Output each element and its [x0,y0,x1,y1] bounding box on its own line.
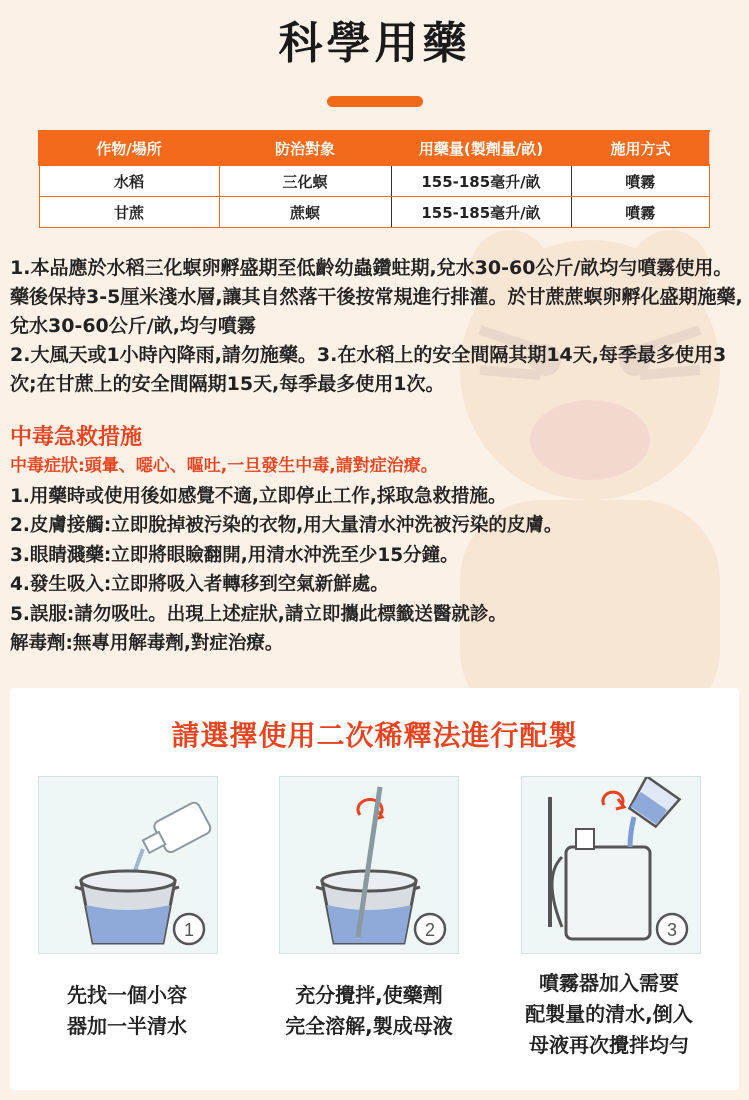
header-target: 防治對象 [219,131,391,165]
caption-line: 完全溶解,製成母液 [285,1014,453,1038]
poisoning-symptoms: 中毒症狀:頭暈、噁心、嘔吐,一旦發生中毒,請對症治療。 [10,456,438,476]
title-underline [327,96,423,107]
caption-line: 配製量的清水,倒入 [525,1002,693,1026]
header-crop: 作物/場所 [39,131,219,165]
cell-method: 噴霧 [571,165,710,197]
first-aid-item: 2.皮膚接觸:立即脫掉被污染的衣物,用大量清水沖洗被污染的皮膚。 [10,515,563,536]
dilution-card [10,688,739,1090]
bucket-stir-icon [280,777,458,953]
dosage-table [38,130,710,228]
dilution-title: 請選擇使用二次稀釋法進行配製 [171,719,578,752]
instruction-paragraph: 1.本品應於水稻三化螟卵孵盛期至低齡幼蟲鑽蛀期,兌水30-60公斤/畝均勻噴霧使用。藥後保持3-5厘米淺水層,讓其自然落干後按常規進行排灌。於甘蔗蔗螟卵孵化盛期施藥,兌水30-60公斤/畝,均勻噴霧 [10,257,743,337]
first-aid-list [10,452,745,659]
table-row [39,165,710,197]
cell-target: 三化螟 [219,165,391,197]
step-1-illustration [38,776,218,954]
usage-instructions [10,254,745,399]
first-aid-title: 中毒急救措施 [10,425,143,450]
caption-line: 先找一個小容 [67,983,187,1007]
caption-line: 充分攪拌,使藥劑 [295,983,443,1007]
bucket-pour-icon [39,777,217,953]
step-1-caption [22,980,232,1042]
cell-dosage: 155-185毫升/畝 [391,165,571,197]
antidote-note: 解毒劑:無專用解毒劑,對症治療。 [10,633,284,654]
table-header-row [39,131,710,165]
table-row [39,197,710,228]
cell-crop: 甘蔗 [39,197,219,228]
cell-method: 噴霧 [571,197,710,228]
page-title: 科學用藥 [278,18,471,69]
instruction-paragraph: 2.大風天或1小時內降雨,請勿施藥。3.在水稻上的安全間隔其期14天,每季最多使用3次;在甘蔗上的安全間隔期15天,每季最多使用1次。 [10,344,727,395]
first-aid-item: 3.眼睛濺藥:立即將眼瞼翻開,用清水沖洗至少15分鐘。 [10,544,459,566]
caption-line: 母液再次攪拌均勻 [529,1033,689,1057]
first-aid-item: 4.發生吸入:立即將吸入者轉移到空氣新鮮處。 [10,574,389,595]
caption-line: 噴霧器加入需要 [539,971,679,995]
cell-crop: 水稻 [39,165,219,197]
header-dosage: 用藥量(製劑量/畝) [391,131,571,165]
step-3-number: 3 [666,920,678,940]
step-1-number: 1 [183,920,195,940]
step-2-caption [264,980,474,1042]
sprayer-fill-icon [522,777,700,953]
cell-target: 蔗螟 [219,197,391,228]
step-2-illustration [279,776,459,954]
header-method: 施用方式 [571,131,710,165]
first-aid-item: 5.誤服:請勿吸吐。出現上述症狀,請立即攜此標籤送醫就診。 [10,603,507,625]
step-2-number: 2 [424,920,436,940]
cell-dosage: 155-185毫升/畝 [391,197,571,228]
step-3-illustration [521,776,701,954]
step-3-caption [504,968,714,1061]
caption-line: 器加一半清水 [67,1014,187,1038]
first-aid-item: 1.用藥時或使用後如感覺不適,立即停止工作,採取急救措施。 [10,485,507,507]
